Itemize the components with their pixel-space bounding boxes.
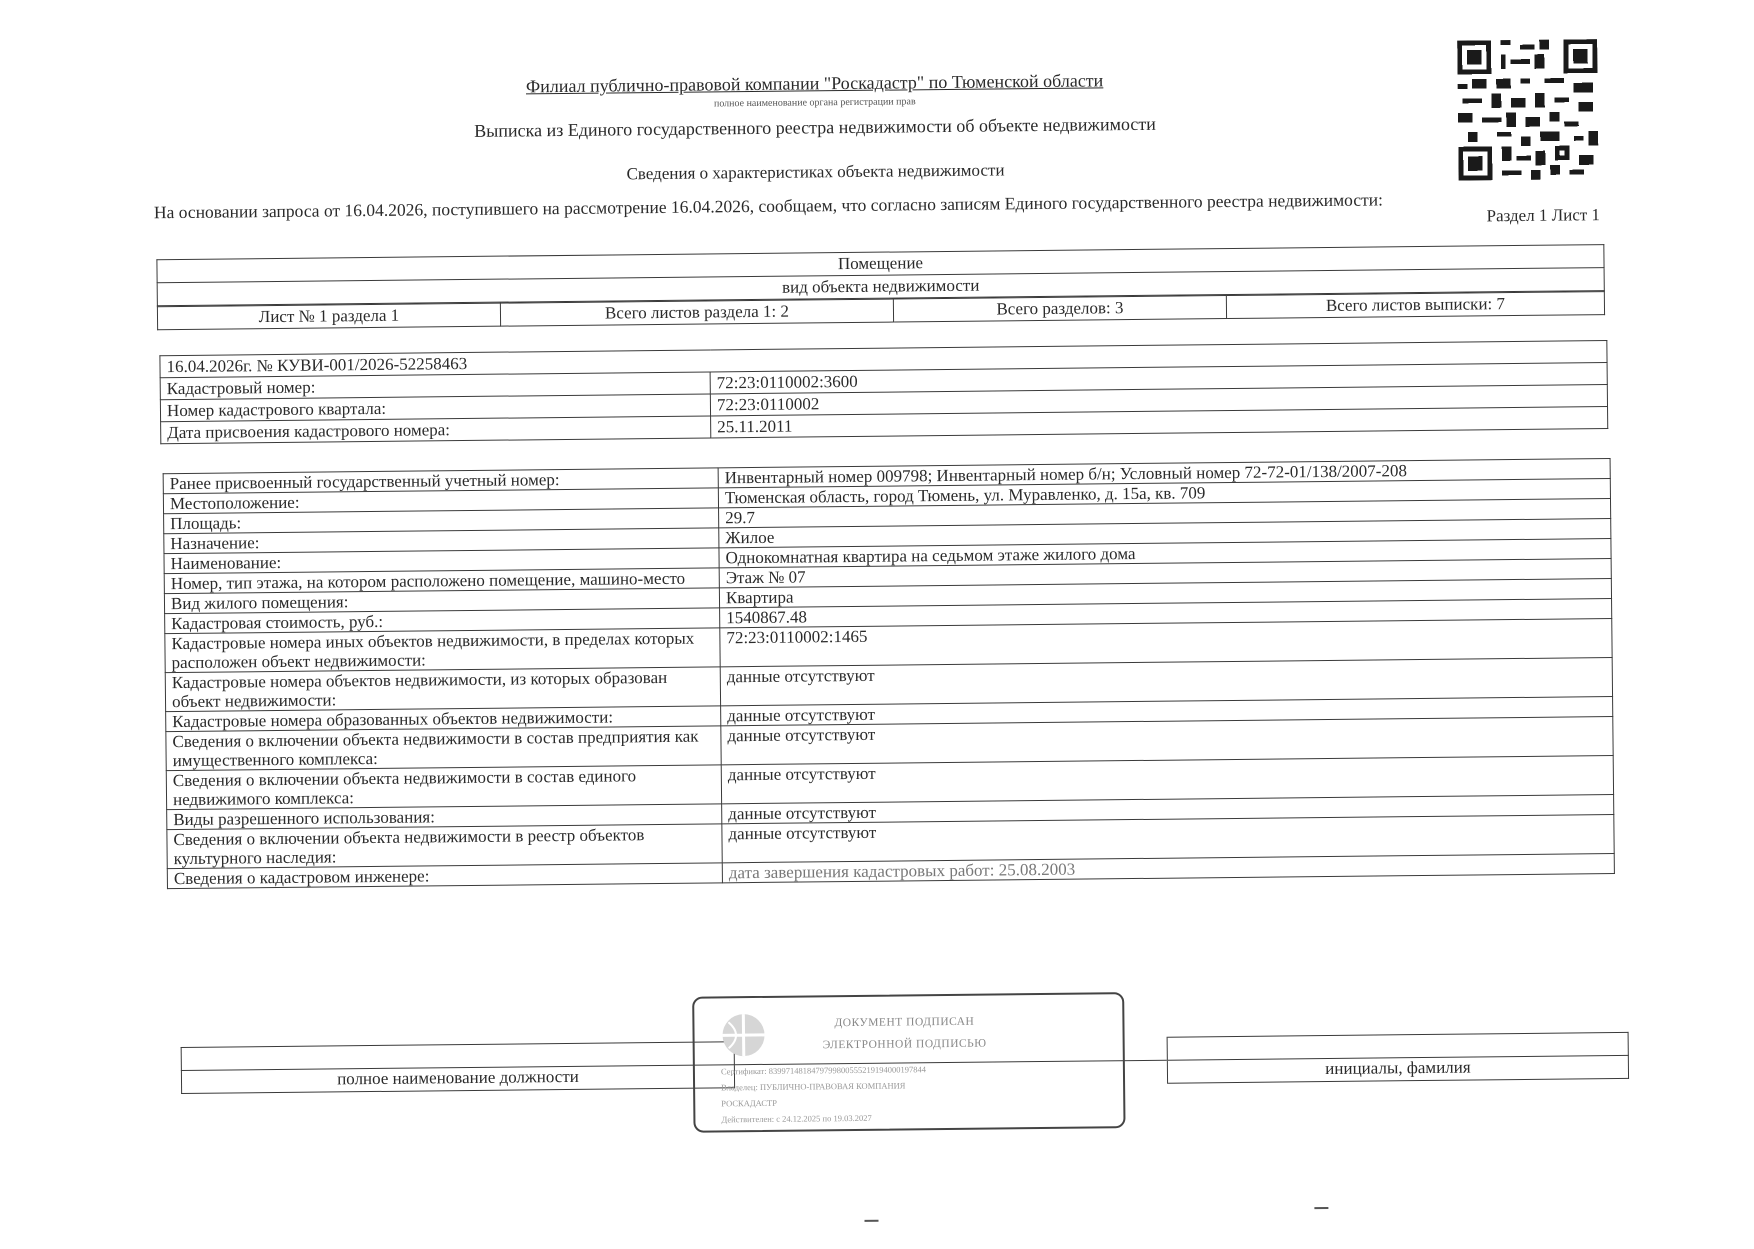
object-type-caption: вид объекта недвижимости (157, 268, 1604, 306)
stamp-owner-2: РОСКАДАСТР (721, 1097, 777, 1109)
stamp-line-1: ДОКУМЕНТ ПОДПИСАН (834, 1015, 975, 1030)
row-value: Однокомнатная квартира на седьмом этаже жилого дома (719, 539, 1611, 568)
row-value: данные отсутствуют (721, 756, 1613, 804)
row-label: Площадь: (164, 508, 719, 534)
electronic-signature-stamp (692, 992, 1125, 1133)
row-label: Кадастровые номера образованных объектов недвижимости: (166, 706, 721, 732)
row-value: Жилое (719, 519, 1611, 548)
row-label: Кадастровый номер: (160, 372, 710, 400)
basis-text: На основании запроса от 16.04.2026, поступившего на рассмотрение 16.04.2026, сообщаем, что согласно записям Единого государственного реестра недвижимости: (153, 189, 1384, 223)
stamp-validity: Действителен: с 24.12.2025 по 19.03.2027 (721, 1112, 872, 1125)
organization-caption: полное наименование органа регистрации прав (713, 96, 916, 110)
row-label: Сведения о включении объекта недвижимости в состав единого недвижимого комплекса: (166, 765, 721, 810)
stamp-line-2: ЭЛЕКТРОННОЙ ПОДПИСЬЮ (822, 1037, 987, 1052)
record-number: 16.04.2026г. № КУВИ-001/2026-52258463 (160, 341, 1607, 378)
row-label: Кадастровые номера иных объектов недвижимости, в пределах которых расположен объект недвижимости: (165, 628, 720, 673)
object-type-value: Помещение (157, 245, 1604, 283)
row-value: данные отсутствуют (721, 697, 1613, 726)
stamp-certificate: Сертификат: 8399714818479799800555219194000197844 (720, 1064, 926, 1077)
row-value: данные отсутствуют (720, 658, 1612, 706)
row-value: 72:23:0110002:3600 (710, 363, 1607, 394)
organization-name: Филиал публично-правовой компании "Роскадастр" по Тюменской области (525, 70, 1104, 97)
razdel-label: Раздел 1 Лист 1 (1486, 205, 1601, 226)
row-value: данные отсутствуют (722, 815, 1614, 863)
qr-code-icon (1457, 39, 1598, 180)
row-label: Номер кадастрового квартала: (160, 394, 710, 422)
row-value: 72:23:0110002:1465 (720, 619, 1612, 667)
emblem-icon (720, 1012, 766, 1058)
name-caption: инициалы, фамилия (1167, 1055, 1628, 1083)
stamp-owner: Владелец: ПУБЛИЧНО-ПРАВОВАЯ КОМПАНИЯ (721, 1080, 906, 1093)
row-label: Виды разрешенного использования: (167, 804, 722, 830)
row-value: Квартира (719, 579, 1611, 608)
row-value: 29.7 (719, 499, 1611, 528)
scan-mark (864, 1220, 878, 1222)
row-label: Дата присвоения кадастрового номера: (161, 416, 711, 444)
row-label: Номер, тип этажа, на котором расположено помещение, машино-место (164, 568, 719, 594)
row-value: Инвентарный номер 009798; Инвентарный номер б/н; Условный номер 72-72-01/138/2007-208 (718, 459, 1610, 488)
total-sections: Всего разделов: 3 (893, 296, 1226, 322)
row-value: дата завершения кадастровых работ: 25.08.2003 (722, 854, 1614, 883)
row-label: Местоположение: (163, 488, 718, 514)
row-value: Этаж № 07 (719, 559, 1611, 588)
row-value: данные отсутствуют (722, 795, 1614, 824)
row-label: Сведения о включении объекта недвижимости в реестр объектов культурного наследия: (167, 824, 722, 869)
total-extract-sheets: Всего листов выписки: 7 (1226, 292, 1604, 319)
position-caption: полное наименование должности (181, 1065, 734, 1094)
row-value: 1540867.48 (720, 599, 1612, 628)
row-value: данные отсутствуют (721, 717, 1613, 765)
row-label: Наименование: (164, 548, 719, 574)
sheet-number: Лист № 1 раздела 1 (157, 303, 500, 330)
details-table (163, 458, 1615, 889)
total-section-sheets: Всего листов раздела 1: 2 (500, 299, 893, 326)
section-title: Сведения о характеристиках объекта недвижимости (626, 160, 1005, 184)
row-label: Кадастровая стоимость, руб.: (165, 608, 720, 634)
document-title: Выписка из Единого государственного реестра недвижимости об объекте недвижимости (474, 113, 1156, 141)
row-label: Назначение: (164, 528, 719, 554)
row-label: Ранее присвоенный государственный учетный номер: (163, 468, 718, 494)
row-value: Тюменская область, город Тюмень, ул. Муравленко, д. 15а, кв. 709 (718, 479, 1610, 508)
scan-mark (1314, 1207, 1328, 1209)
row-label: Вид жилого помещения: (164, 588, 719, 614)
row-label: Сведения о кадастровом инженере: (167, 863, 722, 889)
row-value: 72:23:0110002 (710, 385, 1607, 416)
row-label: Кадастровые номера объектов недвижимости, из которых образован объект недвижимости: (165, 667, 720, 712)
row-value: 25.11.2011 (711, 407, 1608, 438)
record-table (159, 340, 1608, 444)
row-label: Сведения о включении объекта недвижимости в состав предприятия как имущественного комплекса: (166, 726, 721, 771)
